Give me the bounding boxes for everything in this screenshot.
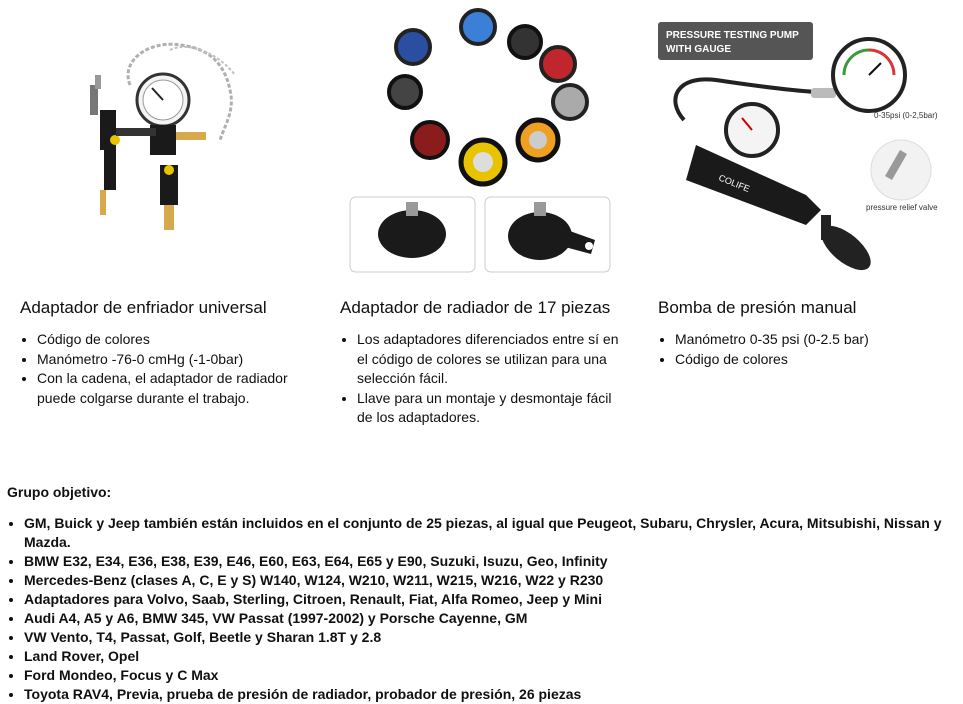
list-item: • Código de colores bbox=[37, 330, 310, 350]
list-item: • Mercedes-Benz (clases A, C, E y S) W140, W124, W210, W211, W215, W216, W22 y R230 bbox=[24, 571, 963, 590]
column-title: Adaptador de radiador de 17 piezas bbox=[340, 298, 611, 317]
relief-valve-label: pressure relief valve bbox=[866, 203, 938, 212]
radiator-adapters-icon bbox=[345, 2, 615, 274]
list-item: • Manómetro -76-0 cmHg (-1-0bar) bbox=[37, 350, 310, 370]
list-item: • Código de colores bbox=[675, 350, 948, 370]
list-item: • Manómetro 0-35 psi (0-2.5 bar) bbox=[675, 330, 948, 350]
pump-brand: COLIFE bbox=[717, 172, 752, 195]
list-item: • VW Vento, T4, Passat, Golf, Beetle y Sharan 1.8T y 2.8 bbox=[24, 628, 963, 647]
pressure-pump-icon bbox=[656, 20, 946, 275]
list-item: • Audi A4, A5 y A6, BMW 345, VW Passat (1997-2002) y Porsche Cayenne, GM bbox=[24, 609, 963, 628]
pump-image bbox=[656, 20, 946, 275]
gauge-range-label: 0-35psi (0-2,5bar) bbox=[874, 111, 938, 120]
pump-banner-line2: WITH GAUGE bbox=[666, 44, 731, 55]
column-title: Bomba de presión manual bbox=[658, 298, 857, 317]
target-group-title: Grupo objetivo: bbox=[7, 484, 112, 500]
column-title: Adaptador de enfriador universal bbox=[20, 298, 267, 317]
list-item: • BMW E32, E34, E36, E38, E39, E46, E60, E63, E64, E65 y E90, Suzuki, Isuzu, Geo, Infinity bbox=[24, 552, 963, 571]
list-item: • Ford Mondeo, Focus y C Max bbox=[24, 666, 963, 685]
pump-banner-line1: PRESSURE TESTING PUMP bbox=[666, 30, 799, 41]
list-item: • Adaptadores para Volvo, Saab, Sterling, Citroen, Renault, Fiat, Alfa Romeo, Jeep y Mini bbox=[24, 590, 963, 609]
list-item: • Llave para un montaje y desmontaje fácil de los adaptadores. bbox=[357, 389, 630, 428]
radiator-adapters-image bbox=[345, 2, 615, 274]
feature-column-coolant-adapter bbox=[20, 298, 310, 408]
coolant-adapter-image bbox=[60, 30, 260, 250]
target-group-list bbox=[7, 514, 963, 704]
list-item: • Toyota RAV4, Previa, prueba de presión de radiador, probador de presión, 26 piezas bbox=[24, 685, 963, 704]
list-item: • GM, Buick y Jeep también están incluidos en el conjunto de 25 piezas, al igual que Peugeot, Subaru, Chrysler, Acura, Mitsubishi, Nissan y Mazda. bbox=[24, 514, 963, 552]
coolant-adapter-icon bbox=[60, 30, 260, 250]
feature-list bbox=[20, 330, 310, 408]
feature-list bbox=[658, 330, 948, 369]
list-item: • Los adaptadores diferenciados entre sí en el código de colores se utilizan para una selección fácil. bbox=[357, 330, 630, 389]
feature-list bbox=[340, 330, 630, 428]
list-item: • Land Rover, Opel bbox=[24, 647, 963, 666]
feature-column-pump bbox=[658, 298, 948, 369]
list-item: • Con la cadena, el adaptador de radiador puede colgarse durante el trabajo. bbox=[37, 369, 310, 408]
feature-column-radiator-adapters bbox=[340, 298, 630, 428]
